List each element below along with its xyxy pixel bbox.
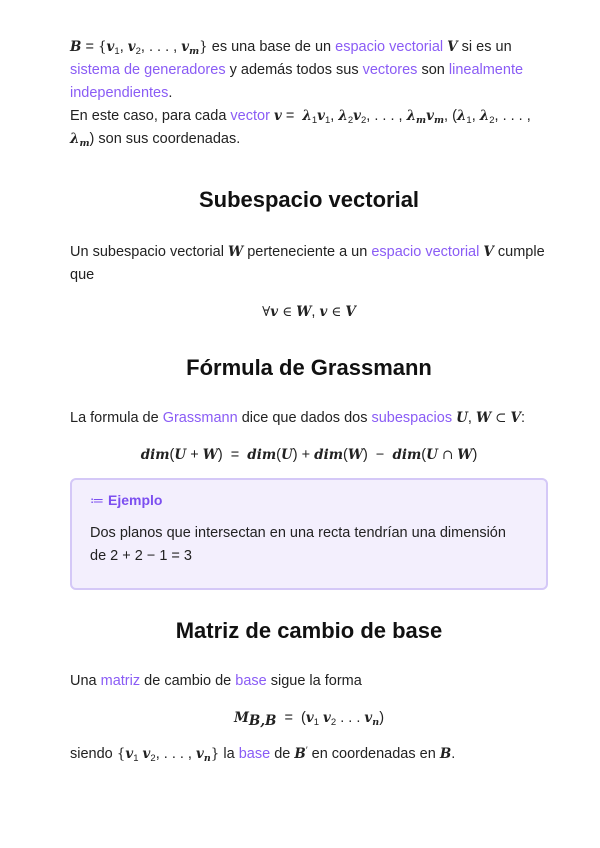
link-generators[interactable]: sistema de generadores — [70, 62, 226, 78]
link-vector-space[interactable]: espacio vectorial — [335, 39, 444, 55]
link-subspaces[interactable]: subespacios — [371, 410, 453, 426]
subspace-formula: ∀v ∈ W, v ∈ V — [262, 304, 356, 320]
basis-definition: $B = \{v_1$, $v_2$, . . . , $v_m$} es una base de un espacio vectorial V si es un sistema de generadores y además todos sus vectores son linealmente independientes. — [70, 39, 524, 101]
cob-line2-text-1: siendo — [70, 746, 113, 762]
grassmann-text-1: La formula de — [70, 410, 159, 426]
subspace-definition: Un subespacio vectorial W perteneciente a un espacio vectorial V cumple que — [70, 244, 545, 283]
callout-title: Ejemplo — [108, 492, 163, 508]
callout-header[interactable] — [90, 490, 528, 510]
coord-text-2: son sus coordenadas. — [98, 131, 241, 147]
basis-text-4: son — [421, 62, 445, 78]
basis-text-3: y además todos sus — [229, 62, 359, 78]
subspace-text-1: Un subespacio vectorial — [70, 244, 224, 260]
heading-change-of-basis: Matriz de cambio de base — [175, 618, 443, 643]
basis-text-2: si es un — [461, 39, 512, 55]
subspace-text-3: cumple que — [70, 244, 545, 283]
grassmann-formula: dim(U + W) = dim(U) + dim(W) − dim(U ∩ W) — [140, 447, 478, 463]
cob-line2-text-4: en coordenadas en — [311, 746, 436, 762]
coord-text-1: En este caso, para cada — [70, 108, 227, 124]
link-vector-space-2[interactable]: espacio vectorial — [371, 244, 480, 260]
link-vector[interactable]: vector — [230, 108, 270, 124]
link-vectors[interactable]: vectores — [362, 62, 418, 78]
coordinates-definition: En este caso, para cada vector $v = \lambda_1v_1$, $\lambda_2v_2$, . . . , $\lambda_mv_m$, ($\lambda_1$, $\lambda_2$, . . . , $\lambda_m$) son sus coordenadas. — [70, 108, 531, 149]
change-of-basis-explanation: siendo {$v_1$ $v_2$, . . . , $v_n$} la base de B′ en coordenadas en B. — [70, 745, 456, 764]
link-linearly-independent[interactable]: linealmente independientes — [70, 62, 524, 101]
link-base[interactable]: base — [235, 673, 267, 689]
cob-text-3: sigue la forma — [270, 673, 362, 689]
callout-body-line-1: Dos planos que intersectan en una recta tendrían una dimensión — [90, 525, 506, 541]
callout-body-line-2: de 2 + 2 − 1 = 3 — [90, 548, 192, 564]
basis-text-5: . — [168, 85, 173, 101]
grassmann-text-2: dice que dados dos — [241, 410, 368, 426]
basis-text-1: es una base de un — [211, 39, 332, 55]
cob-text-1: Una — [70, 673, 97, 689]
link-grassmann[interactable]: Grassmann — [162, 410, 238, 426]
link-matrix[interactable]: matriz — [100, 673, 141, 689]
heading-grassmann: Fórmula de Grassmann — [186, 355, 432, 380]
list-icon: ≔ — [90, 492, 104, 508]
heading-subspace: Subespacio vectorial — [198, 187, 420, 212]
change-of-basis-definition — [70, 670, 548, 693]
link-base-2[interactable]: base — [238, 746, 271, 762]
document-page — [70, 36, 548, 766]
change-of-basis-formula: $M_{B,B} = (v_1$ $v_2$ . . . $v_n$) — [233, 710, 385, 729]
cob-line2-text-2: la — [223, 746, 235, 762]
example-callout — [70, 478, 548, 590]
grassmann-definition: La formula de Grassmann dice que dados dos subespacios U, W ⊂ V: — [70, 410, 526, 426]
subspace-text-2: perteneciente a un — [247, 244, 368, 260]
grassmann-text-3: : — [521, 410, 526, 426]
cob-text-2: de cambio de — [144, 673, 232, 689]
cob-line2-text-3: de — [274, 746, 291, 762]
